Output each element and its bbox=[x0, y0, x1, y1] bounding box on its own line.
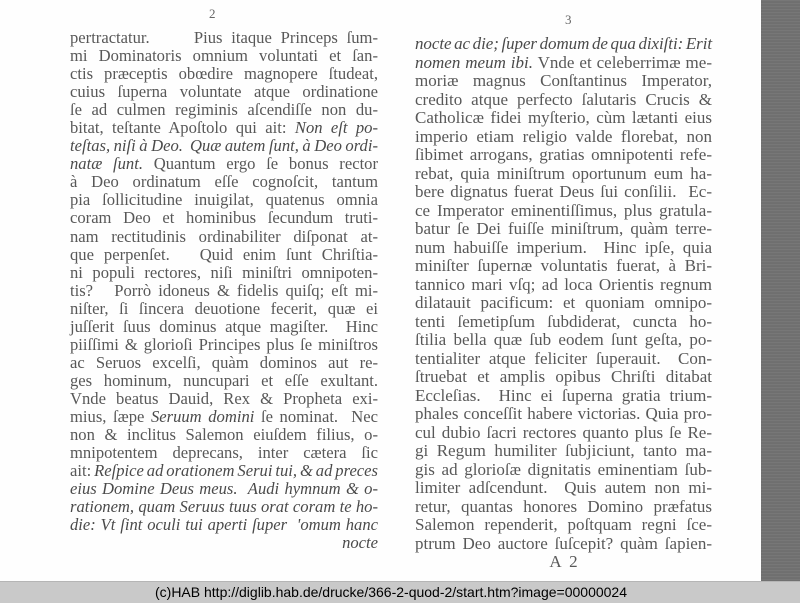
text-line-content bbox=[415, 534, 712, 553]
text-segment: ſe ad culmen regiminis aſcendiſſe non du- bbox=[70, 100, 378, 120]
text-line-content bbox=[70, 389, 378, 408]
text-segment: num habuiſſe imperium. Hinc ipſe, quia bbox=[415, 237, 712, 257]
text-segment: pertractatur. Pius itaque Princeps ſum- bbox=[70, 28, 378, 47]
text-line bbox=[415, 350, 712, 369]
text-segment: ſe nominat. Nec bbox=[254, 406, 378, 426]
text-line bbox=[415, 183, 712, 202]
text-line-content bbox=[415, 219, 712, 238]
text-line-content bbox=[70, 118, 378, 137]
text-line bbox=[415, 442, 712, 461]
text-segment: gis ad glorioſæ dignitatis eminentiam ſub- bbox=[415, 459, 712, 479]
text-line bbox=[415, 424, 712, 443]
text-line-content bbox=[70, 46, 378, 65]
text-line bbox=[70, 264, 378, 282]
text-line bbox=[415, 479, 712, 498]
text-line-content bbox=[70, 317, 378, 336]
text-line-content bbox=[70, 479, 378, 498]
text-segment: Salemon rependerit, poſtquam regni ſce- bbox=[415, 515, 712, 534]
copyright-footer bbox=[0, 581, 800, 603]
text-line bbox=[415, 294, 712, 313]
text-segment: à Deo ordinatum eſſe cognoſcit, tantum bbox=[70, 172, 378, 192]
text-segment: miniſter ſupernæ voluntatis fuerat, à Bri- bbox=[415, 256, 712, 275]
text-line-content bbox=[70, 227, 378, 246]
text-line bbox=[415, 313, 712, 332]
text-segment: que perpenſet. Quid enim ſunt Chriſtia- bbox=[70, 244, 378, 264]
copyright-text: (c)HAB http://diglib.hab.de/drucke/366-2-quod-2/start.htm?image=00000024 bbox=[155, 584, 628, 600]
text-line-content bbox=[70, 64, 378, 83]
text-line-content bbox=[415, 515, 712, 534]
text-segment: Eccleſias. Hinc ei ſuperna gratia trium- bbox=[415, 385, 712, 405]
text-line-content bbox=[415, 312, 712, 331]
text-segment: retur, quantas honores Domino præfatus bbox=[415, 496, 712, 516]
text-line-content bbox=[70, 281, 378, 300]
text-line-content bbox=[549, 552, 577, 571]
text-line-content bbox=[70, 425, 378, 444]
text-line-content bbox=[415, 441, 712, 460]
text-line bbox=[415, 72, 712, 91]
text-line bbox=[70, 191, 378, 209]
right-page-text bbox=[415, 35, 712, 572]
text-line bbox=[70, 372, 378, 390]
text-line-content bbox=[70, 82, 378, 101]
italic-text: teſtas, niſi à Deo. Quæ autem ſunt, à Deo ordi- bbox=[70, 136, 378, 156]
text-line bbox=[415, 128, 712, 147]
text-segment: moriæ magnus Conſtantinus Imperator, bbox=[415, 71, 712, 90]
text-line bbox=[70, 354, 378, 372]
book-edge-background bbox=[761, 0, 800, 581]
text-line bbox=[415, 220, 712, 239]
text-segment: gi Regum humiliter ſubjiciunt, tanto ma- bbox=[415, 441, 712, 460]
text-line-content bbox=[70, 245, 378, 264]
right-page-number: 3 bbox=[565, 12, 572, 27]
text-line-content bbox=[70, 335, 378, 354]
text-segment: A 2 bbox=[549, 552, 578, 571]
text-line bbox=[70, 444, 378, 462]
text-line-content bbox=[70, 136, 378, 155]
text-segment: nam rectitudinis ordinabiliter diſponat at- bbox=[70, 226, 378, 246]
text-segment: dilatauit pacificum: et quoniam omnipo- bbox=[415, 293, 712, 312]
text-line-content bbox=[415, 34, 712, 53]
text-line-content bbox=[70, 208, 378, 227]
text-line-content bbox=[415, 182, 712, 201]
text-line bbox=[415, 535, 712, 554]
text-segment: tis? Porrò idoneus & fidelis quiſq; eſt mi- bbox=[70, 280, 378, 300]
text-segment: ait: bbox=[70, 461, 95, 481]
text-segment: ce Imperator eminentiſſimus, plus gratula- bbox=[415, 200, 712, 220]
text-line-content bbox=[70, 154, 378, 173]
text-line bbox=[415, 239, 712, 258]
text-line-content bbox=[415, 108, 712, 127]
text-segment: ges hominum, nuncupari et eſſe exultant. bbox=[70, 370, 378, 390]
text-line bbox=[70, 228, 378, 246]
text-line bbox=[70, 209, 378, 227]
text-segment: ac Seruos excelſi, quàm dominos aut re- bbox=[70, 352, 378, 372]
text-line bbox=[70, 65, 378, 83]
text-line-content bbox=[415, 145, 712, 164]
text-segment: mius, ſæpe bbox=[70, 406, 151, 426]
text-line bbox=[70, 336, 378, 354]
text-line-content bbox=[415, 293, 712, 312]
italic-text: die: Vt ſint oculi tui aperti ſuper 'omum hanc bbox=[70, 515, 378, 535]
text-line-content bbox=[70, 461, 378, 480]
text-segment: ſtilia bella quæ ſub eodem ſunt geſta, po- bbox=[415, 330, 712, 349]
text-line bbox=[415, 498, 712, 517]
text-line-content bbox=[415, 164, 712, 183]
text-segment: phales conceſſit habere victorias. Quia pro- bbox=[415, 404, 712, 423]
text-line-content bbox=[415, 90, 712, 109]
italic-text: natæ ſunt. bbox=[70, 154, 143, 174]
text-line-content bbox=[70, 100, 378, 119]
text-line-content bbox=[415, 53, 712, 72]
text-line-content bbox=[415, 423, 712, 442]
text-line-content bbox=[70, 443, 378, 462]
text-line bbox=[415, 553, 712, 572]
text-line bbox=[415, 461, 712, 480]
text-line-content bbox=[415, 386, 712, 405]
text-segment: tannico mari vſq; ad loca Orientis regnum bbox=[415, 274, 712, 294]
text-line-content bbox=[70, 190, 378, 209]
text-segment: non & inclitus Salemon eiuſdem filius, o- bbox=[70, 425, 378, 445]
text-line bbox=[70, 462, 378, 480]
text-line-content bbox=[70, 299, 378, 318]
text-line bbox=[415, 276, 712, 295]
text-line-content bbox=[415, 497, 712, 516]
text-line bbox=[70, 318, 378, 336]
text-segment: pia ſollicitudine inuigilat, quatenus omnia bbox=[70, 190, 378, 210]
text-segment: ſtruebat et amplis opibus Chriſti ditabat bbox=[415, 367, 712, 386]
text-line bbox=[70, 534, 378, 552]
text-segment: Quantum ergo ſe bonus rector bbox=[143, 154, 379, 174]
text-line bbox=[415, 35, 712, 54]
text-segment: imperio etiam religio valde florebat, non bbox=[415, 126, 712, 146]
text-line bbox=[415, 109, 712, 128]
text-segment: niſter, ſi ſincera deuotione fecerit, quæ ei bbox=[70, 298, 378, 318]
text-line bbox=[70, 300, 378, 318]
text-line-content bbox=[415, 478, 712, 497]
text-line bbox=[70, 155, 378, 173]
text-line-content bbox=[342, 533, 378, 552]
text-line bbox=[415, 368, 712, 387]
text-segment: Vnde beatus Dauid, Rex & Propheta exi- bbox=[70, 388, 378, 408]
text-segment: ptrum Deo auctore ſuſcepit? quàm ſapien- bbox=[415, 533, 712, 553]
text-line bbox=[70, 516, 378, 534]
text-line bbox=[70, 47, 378, 65]
text-line bbox=[415, 146, 712, 165]
text-line bbox=[70, 83, 378, 101]
text-line-content bbox=[70, 172, 378, 191]
text-line bbox=[415, 165, 712, 184]
text-line-content bbox=[70, 263, 378, 282]
left-page-number: 2 bbox=[209, 6, 216, 21]
text-line bbox=[70, 119, 378, 137]
text-line bbox=[70, 101, 378, 119]
text-segment: tentialiter atque feliciter ſuperauit. Con- bbox=[415, 348, 712, 368]
text-segment: coram Deo et hominibus ſecundum truti- bbox=[70, 208, 378, 228]
text-line bbox=[70, 408, 378, 426]
text-line-content bbox=[415, 330, 712, 349]
text-line bbox=[415, 387, 712, 406]
italic-text: nocte ac die; ſuper domum de qua dixiſti: Erit bbox=[415, 34, 712, 53]
text-line-content bbox=[70, 515, 378, 534]
italic-text: nocte bbox=[342, 533, 378, 553]
text-segment: credito atque perfecto ſalutaris Crucis & bbox=[415, 89, 712, 109]
text-line bbox=[70, 29, 378, 47]
text-line-content bbox=[415, 256, 712, 275]
text-segment: batur ſe Dei fuiſſe miniſtrum, quàm terre- bbox=[415, 219, 712, 238]
text-line-content bbox=[415, 367, 712, 386]
text-line bbox=[415, 516, 712, 535]
text-line bbox=[415, 331, 712, 350]
text-line bbox=[415, 202, 712, 221]
italic-text: nomen meum ibi. bbox=[415, 52, 533, 72]
text-line-content bbox=[415, 71, 712, 90]
text-line bbox=[70, 426, 378, 444]
text-segment: tenti ſemetipſum ſubdiderat, cuncta ho- bbox=[415, 311, 712, 331]
text-line-content bbox=[70, 497, 378, 516]
text-line-content bbox=[415, 275, 712, 294]
text-line-content bbox=[415, 460, 712, 479]
text-line-content bbox=[415, 238, 712, 257]
text-line bbox=[70, 282, 378, 300]
text-line bbox=[415, 257, 712, 276]
text-segment: limiter adſcendunt. Quis autem non mi- bbox=[415, 478, 712, 497]
text-line bbox=[70, 173, 378, 191]
text-segment: ſibimet arrogans, gratias omnipotenti refe- bbox=[415, 145, 712, 164]
italic-text: Non eſt po- bbox=[294, 118, 379, 138]
text-line-content bbox=[415, 201, 712, 220]
text-line bbox=[70, 498, 378, 516]
text-segment: mi Dominatoris omnium voluntati et ſan- bbox=[70, 46, 378, 66]
text-segment: bitat, teſtante Apoſtolo qui ait: bbox=[70, 118, 295, 138]
text-segment: piiſſimi & glorioſi Principes plus ſe miniſtros bbox=[70, 334, 378, 354]
text-line-content bbox=[70, 407, 378, 426]
text-line bbox=[415, 91, 712, 110]
text-segment: ctis præceptis obœdire magnopere ſtudeat, bbox=[70, 64, 378, 84]
text-line bbox=[70, 390, 378, 408]
italic-text: eius Domine Deus meus. Audi hymnum & o- bbox=[70, 479, 378, 499]
left-page-text bbox=[70, 29, 378, 552]
text-segment: Catholicæ fidei myſterio, cùm lætanti eius bbox=[415, 108, 712, 127]
text-segment: ni populi rectores, niſi miniſtri omnipoten- bbox=[70, 262, 378, 282]
text-line bbox=[70, 480, 378, 498]
text-segment: mnipotentem deprecans, inter cætera ſic bbox=[70, 443, 378, 463]
text-segment: cul dubio ſacri rectores quanto plus ſe Re- bbox=[415, 422, 712, 442]
text-line-content bbox=[415, 349, 712, 368]
text-segment: juſſerit ſuus dominus atque magiſter. Hinc bbox=[70, 316, 378, 336]
italic-text: rationem, quam Seruus tuus orat coram te ho- bbox=[70, 497, 378, 517]
text-segment: cuius ſuperna voluntate atque ordinatione bbox=[70, 82, 378, 102]
text-line bbox=[415, 405, 712, 424]
text-line-content bbox=[70, 371, 378, 390]
text-line bbox=[70, 246, 378, 264]
text-line-content bbox=[70, 28, 378, 47]
italic-text: Seruum domini bbox=[150, 406, 255, 426]
text-line-content bbox=[415, 404, 712, 423]
text-line-content bbox=[415, 127, 712, 146]
text-line bbox=[415, 54, 712, 73]
italic-text: Reſpice ad orationem Serui tui, & ad preces bbox=[94, 461, 378, 481]
text-line bbox=[70, 137, 378, 155]
text-segment: bere dignatus fuerat Deus ſui conſilii. Ec- bbox=[415, 182, 712, 201]
text-segment: Vnde et celeberrimæ me- bbox=[533, 52, 712, 72]
text-line-content bbox=[70, 353, 378, 372]
text-segment: rebat, quia miniſtrum oportunum eum ha- bbox=[415, 163, 712, 183]
